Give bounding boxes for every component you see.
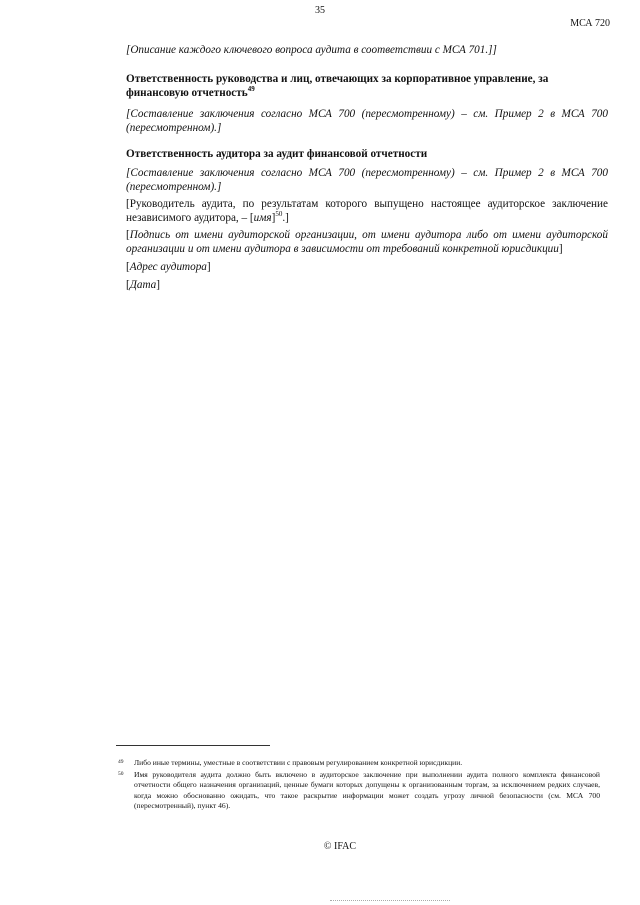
engagement-partner-text: [Руководитель аудита, по результатам которого выпущено настоящее аудиторское заключение независимого аудитора, – [ (126, 198, 608, 224)
date-text: Дата (129, 279, 157, 291)
engagement-partner-name: имя (253, 211, 272, 224)
footnote-ref-49: 49 (247, 84, 255, 93)
heading-management-text: Ответственность руководства и лиц, отвечающих за корпоративное управление, за финансовую отчетность (126, 73, 549, 99)
signature-text: Подпись от имени аудиторской организации, от имени аудитора либо от имени аудиторской организации и от имени аудитора в зависимости от требований конкретной юрисдикции (126, 229, 608, 255)
footer-copyright: © IFAC (323, 841, 357, 852)
footnote-divider (116, 745, 270, 746)
date-line (126, 279, 608, 293)
footnote-text: Либо иные термины, уместные в соответствии с правовым регулированием конкретной юрисдикции. (134, 758, 463, 767)
signature-open: [ (126, 229, 130, 241)
date-open: [ (126, 279, 130, 291)
signature-paragraph (126, 229, 608, 256)
engagement-partner-bracket: ] (271, 211, 276, 224)
date-close: ] (156, 279, 160, 291)
footnote-number: 49 (118, 759, 124, 765)
document-code: МСА 720 (570, 18, 610, 29)
engagement-partner-paragraph (126, 198, 608, 225)
address-close: ] (206, 261, 211, 273)
address-text: Адрес аудитора (129, 261, 207, 273)
bottom-divider (330, 900, 450, 901)
footnote-ref-50: 50 (275, 209, 283, 218)
signature-close: ] (558, 242, 563, 255)
footnote-text: Имя руководителя аудита должно быть включено в аудиторское заключение при выполнении аудита полного комплекта финансовой отчетности общего назначения организаций, ценные бумаги которых допущены к организованным торгам, за исключением редких случаев, когда можно обоснованно ожидать, что такое раскрытие информации может создать угрозу личной безопасности (см. МСА 700 (пересмотренный), пункт 46). (134, 770, 600, 810)
heading-management-responsibility (126, 73, 608, 100)
paragraph-auditor: [Составление заключения согласно МСА 700 (пересмотренному) – см. Пример 2 в МСА 700 (пересмотренном).] (126, 167, 608, 193)
heading-auditor-responsibility: Ответственность аудитора за аудит финансовой отчетности (126, 148, 428, 160)
address-open: [ (126, 261, 130, 273)
kam-description: [Описание каждого ключевого вопроса аудита в соответствии с МСА 701.]] (126, 44, 497, 56)
page-number: 35 (315, 5, 325, 16)
footnote-49 (118, 758, 600, 768)
paragraph-management: [Составление заключения согласно МСА 700 (пересмотренному) – см. Пример 2 в МСА 700 (пересмотренном).] (126, 108, 608, 134)
address-line (126, 261, 608, 275)
footnote-50 (118, 770, 600, 811)
footnote-number: 50 (118, 771, 124, 777)
engagement-partner-end: .] (282, 211, 289, 224)
